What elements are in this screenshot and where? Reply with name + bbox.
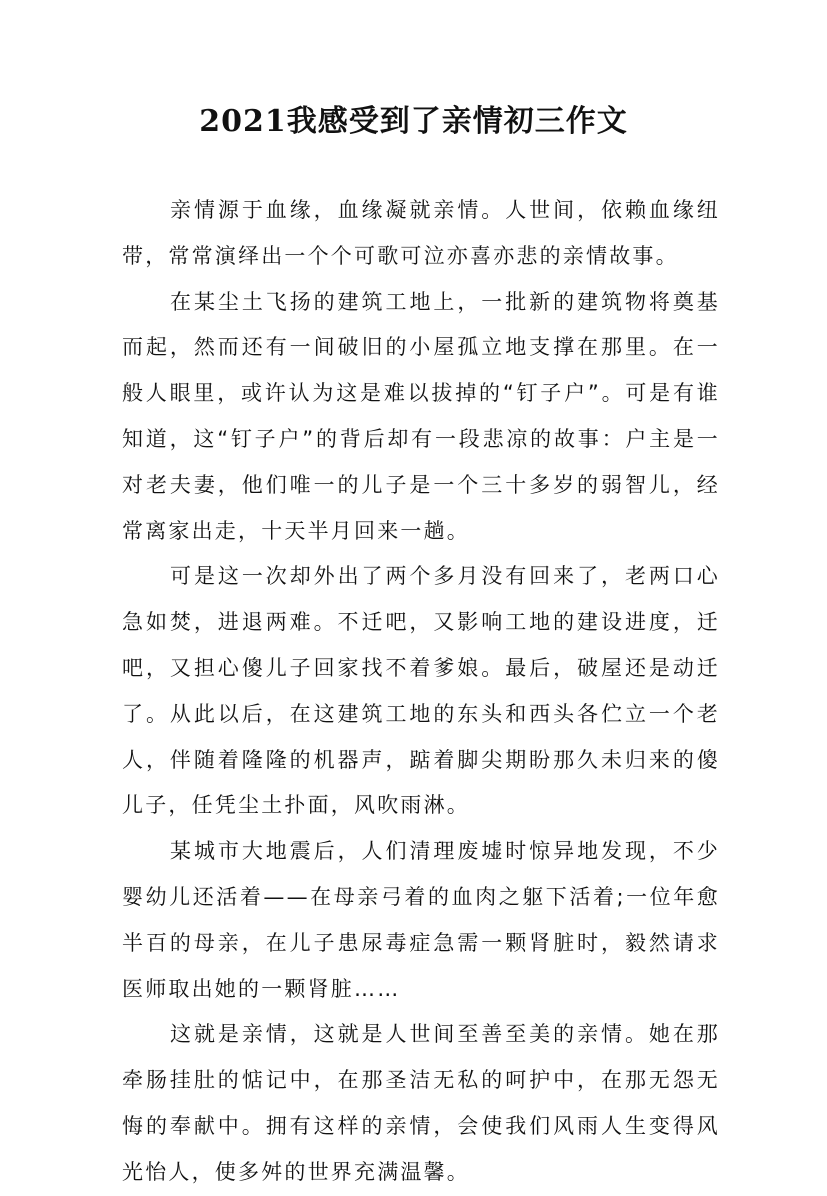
paragraph-5: 这就是亲情，这就是人世间至善至美的亲情。她在那牵肠挂肚的惦记中，在那圣洁无私的呵护中，在那无怨无悔的奉献中。拥有这样的亲情，会使我们风雨人生变得风光怡人，使多舛的世界充满温馨。: [122, 1022, 720, 1184]
paragraph-2: 在某尘土飞扬的建筑工地上，一批新的建筑物将奠基而起，然而还有一间破旧的小屋孤立地支撑在那里。在一般人眼里，或许认为这是难以拔掉的“钉子户”。可是有谁知道，这“钉子户”的背后却有一段悲凉的故事：户主是一对老夫妻，他们唯一的儿子是一个三十多岁的弱智儿，经常离家出走，十天半月回来一趟。: [122, 289, 720, 543]
paragraph-3: 可是这一次却外出了两个多月没有回来了，老两口心急如焚，进退两难。不迁吧，又影响工地的建设进度，迁吧，又担心傻儿子回家找不着爹娘。最后，破屋还是动迁了。从此以后，在这建筑工地的东头和西头各伫立一个老人，伴随着隆隆的机器声，踮着脚尖期盼那久未归来的傻儿子，任凭尘土扑面，风吹雨淋。: [122, 564, 720, 818]
document-body: [122, 188, 720, 1196]
paragraph-4: 某城市大地震后，人们清理废墟时惊异地发现，不少婴幼儿还活着——在母亲弓着的血肉之躯下活着;一位年愈半百的母亲，在儿子患尿毒症急需一颗肾脏时，毅然请求医师取出她的一颗肾脏……: [122, 839, 720, 1001]
paragraph-1: 亲情源于血缘，血缘凝就亲情。人世间，依赖血缘纽带，常常演绎出一个个可歌可泣亦喜亦悲的亲情故事。: [122, 198, 720, 268]
document-title: 2021我感受到了亲情初三作文: [199, 104, 628, 139]
